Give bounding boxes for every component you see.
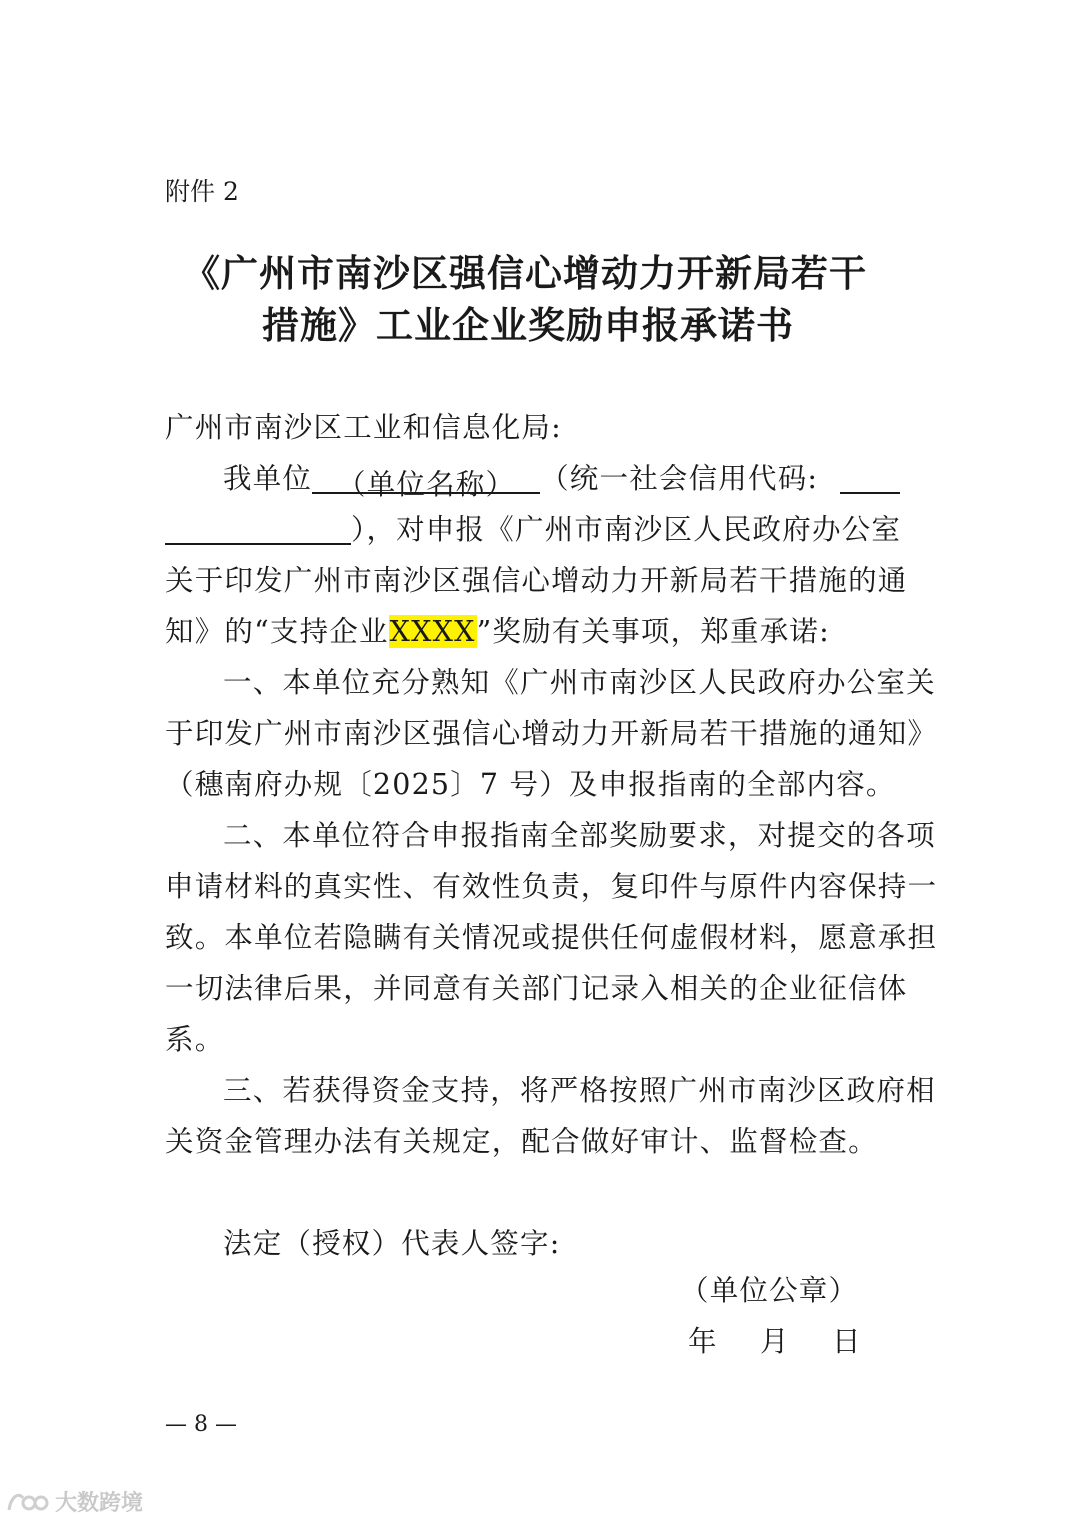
clause-two-line-4: 一切法律后果，并同意有关部门记录入相关的企业征信体	[165, 972, 908, 1005]
intro-line-2-text: ），对申报《广州市南沙区人民政府办公室	[351, 513, 902, 546]
clause-three-line-2: 关资金管理办法有关规定，配合做好审计、监督检查。	[165, 1125, 878, 1158]
page-number: — 8 —	[165, 1412, 237, 1437]
attachment-label: 附件 2	[165, 177, 239, 206]
credit-code-blank-1	[840, 462, 900, 494]
watermark-text: 大数跨境	[55, 1491, 144, 1516]
intro-prefix: 我单位	[223, 462, 313, 495]
document-title-line-1: 《广州市南沙区强信心增动力开新局若干	[183, 252, 867, 295]
addressee: 广州市南沙区工业和信息化局:	[165, 411, 562, 444]
watermark	[5, 1486, 143, 1517]
clause-two-line-5: 系。	[165, 1023, 225, 1056]
intro-line-2	[165, 507, 901, 548]
clause-one-line-1: 一、本单位充分熟知《广州市南沙区人民政府办公室关	[223, 666, 936, 699]
intro-line-4-prefix: 知》的“支持企业	[165, 615, 389, 648]
clause-three-line-1: 三、若获得资金支持，将严格按照广州市南沙区政府相	[223, 1074, 936, 1107]
date-year-label: 年	[688, 1325, 718, 1358]
watermark-logo-icon	[5, 1488, 49, 1516]
intro-line-4	[165, 609, 830, 650]
clause-two-line-2: 申请材料的真实性、有效性负责，复印件与原件内容保持一	[165, 870, 938, 903]
clause-two-line-3: 致。本单位若隐瞒有关情况或提供任何虚假材料，愿意承担	[165, 921, 938, 954]
clause-two-line-1: 二、本单位符合申报指南全部奖励要求，对提交的各项	[223, 819, 936, 852]
highlighted-placeholder: XXXX	[389, 615, 476, 648]
unit-name-blank	[312, 462, 540, 501]
company-seal-label: （单位公章）	[680, 1274, 859, 1307]
date-day-label: 日	[832, 1325, 862, 1358]
document-title-line-2: 措施》工业企业奖励申报承诺书	[262, 304, 794, 347]
intro-line-3: 关于印发广州市南沙区强信心增动力开新局若干措施的通	[165, 564, 908, 597]
signature-label: 法定（授权）代表人签字:	[223, 1227, 561, 1260]
intro-line-4-suffix: ”奖励有关事项，郑重承诺:	[476, 615, 830, 648]
clause-one-line-3: （穗南府办规〔2025〕7 号）及申报指南的全部内容。	[165, 768, 896, 801]
unit-name-placeholder: （单位名称）	[337, 468, 516, 501]
credit-code-blank-2	[165, 513, 351, 545]
intro-line-1	[223, 456, 900, 501]
credit-code-label: （统一社会信用代码:	[540, 462, 819, 495]
date-month-label: 月	[760, 1325, 790, 1358]
clause-one-line-2: 于印发广州市南沙区强信心增动力开新局若干措施的通知》	[165, 717, 938, 750]
